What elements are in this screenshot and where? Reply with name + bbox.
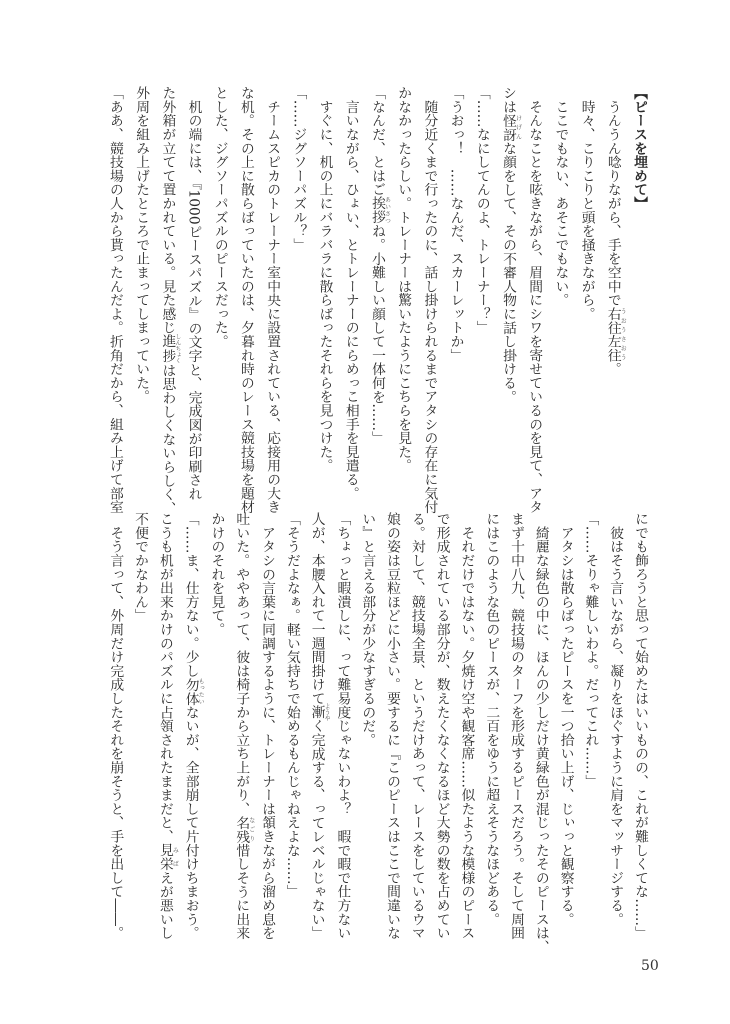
text-column [254, 512, 279, 952]
ruby-text [159, 333, 181, 364]
ruby-reading: あいさつ [383, 196, 391, 224]
text-run: く完成する、ってレベルじゃない」 [308, 719, 325, 940]
text-run: チームスピカのトレーナー室中央に設置されている、応接用の大き [264, 86, 281, 514]
text-column [573, 86, 599, 516]
text-column [553, 512, 578, 952]
text-column [207, 86, 233, 516]
lower-text-block [102, 512, 652, 952]
page-number: 50 [641, 958, 659, 974]
text-column [390, 86, 416, 516]
ruby-base: 怪訝 [499, 113, 516, 142]
text-run: 「うおっ！ ……なんだ、スカーレットか」 [447, 86, 464, 362]
text-column [285, 86, 311, 516]
text-run: うんうん唸りながら、手を空中で [604, 86, 621, 307]
text-run: シは [499, 86, 516, 114]
section-title: 【ピースを埋めて】 [631, 86, 647, 211]
text-column [379, 512, 404, 952]
text-column [404, 512, 429, 952]
text-run: 「……ジグソーパズル？」 [290, 86, 307, 252]
ruby-reading: けげん [514, 113, 522, 142]
text-column [102, 86, 128, 516]
text-run: 人が、本腰入れて一週間掛けて [308, 512, 325, 706]
ruby-reading: うおうさおう [619, 306, 627, 363]
ruby-reading: なごり [247, 815, 255, 844]
text-run: な顔をして、その不審人物に話し掛ける。 [499, 141, 516, 404]
text-column [330, 512, 355, 952]
text-run: 時々、こりこりと頭を掻きながら。 [578, 86, 595, 321]
text-column [128, 86, 154, 516]
text-run: 彼はそう言いながら、凝りをほぐすように肩をマッサージする。 [607, 512, 624, 926]
text-column [304, 512, 330, 952]
text-run: ここでもない、あそこでもない。 [552, 86, 569, 307]
text-run: は思わしくないらしく、 [159, 363, 176, 516]
ruby-text [368, 196, 391, 225]
text-run: 綺麗な緑色の中に、ほんの少しだけ黄緑色が混じったそのピースは、 [532, 512, 549, 954]
text-column [259, 86, 285, 516]
text-column [503, 512, 528, 952]
text-run: 「……なにしてんのよ、トレーナー？」 [473, 86, 490, 335]
text-column [279, 512, 304, 952]
ruby-base: 漸 [308, 703, 325, 722]
text-run: アタシは散らばったピースを一つ拾い上げ、じぃっと観察する。 [557, 512, 574, 926]
text-run: 「なんだ、とはご [368, 86, 385, 197]
text-column [495, 86, 521, 516]
text-run: すぐに、机の上にバラバラに散らばったそれらを見つけた。 [316, 86, 333, 473]
text-column [233, 86, 259, 516]
text-run: アタシの言葉に同調するように、トレーナーは頷きながら溜め息を [259, 512, 276, 940]
text-run: 吐いた。ややあって、彼は椅子から立ち上がり、 [233, 512, 250, 816]
text-column [178, 512, 204, 952]
text-column [204, 512, 229, 952]
text-run: 不便でかなわん」 [132, 512, 149, 623]
text-run: で形成されている部分が、数えたくなくなるほど大勢の数を占めてい [433, 512, 450, 940]
text-run: 。 [604, 362, 621, 376]
ruby-text [308, 703, 331, 722]
text-run: 言いながら、ひょい、とトレーナーのにらめっこ相手を見遣る。 [342, 86, 359, 500]
text-column [521, 86, 547, 516]
text-column [454, 512, 479, 952]
text-column [154, 86, 180, 516]
text-run: ね。小難しい顔して一体何を……」 [368, 224, 385, 445]
text-run: そんなことを呟きながら、眉間にシワを寄せているのを見て、アタ [526, 86, 543, 514]
ruby-base: 進捗 [159, 333, 176, 364]
ruby-base: 見栄 [156, 843, 173, 871]
text-run: 「そうだよなぁ。軽い気持ちで始めるもんじゃねえよな……」 [283, 512, 300, 899]
ruby-base: 勿体 [182, 677, 199, 706]
text-run: ないが、全部崩して片付けちまおう。 [182, 705, 199, 940]
ruby-text [233, 815, 255, 844]
text-run: い』と言える部分が少なすぎるのだ。 [359, 512, 376, 747]
text-column [354, 512, 379, 952]
ruby-reading: もったい [197, 677, 205, 706]
text-column [547, 86, 573, 516]
ruby-base: 挨拶 [368, 196, 385, 225]
text-column [228, 512, 254, 952]
ruby-reading: ようや [323, 703, 331, 722]
text-run: それだけではない。夕焼け空や観客席……似たような模様のピース [458, 512, 475, 940]
upper-text-block [102, 86, 652, 516]
text-run: 「ああ、競技場の人から貰ったんだよ。折角だから、組み上げて部室 [106, 86, 123, 514]
ruby-base: 右往左往 [604, 306, 621, 363]
text-run: そう言って、外周だけ完成したそれを崩そうと、手を出して――。 [107, 512, 124, 940]
text-column [152, 512, 178, 952]
ruby-text [156, 843, 179, 871]
text-column [578, 512, 603, 952]
text-column [338, 86, 364, 516]
text-run: かけのそれを見て。 [208, 512, 225, 637]
text-run: た外箱が立てて置かれている。見た感じ [159, 86, 176, 335]
ruby-reading: みば [171, 843, 179, 871]
ruby-base: 名残 [233, 815, 250, 844]
text-column [102, 512, 127, 952]
text-run: かなかったらしい。トレーナーは驚いたようにこちらを見た。 [395, 86, 412, 473]
text-column [600, 86, 626, 516]
ruby-text [604, 306, 627, 363]
text-run: にでも飾ろうと思って始めたはいいものの、これが難しくてな……」 [632, 512, 648, 940]
text-run: 娘の姿は豆粒ほどに小さい。要するに『このピースはここで間違いな [384, 512, 401, 940]
text-column [627, 512, 652, 952]
ruby-text [182, 677, 205, 706]
ruby-reading: しんちょく [173, 333, 181, 364]
text-column [478, 512, 503, 952]
text-column [416, 86, 442, 516]
text-run: こうも机が出来かけのパズルに占領されたままだと、 [156, 512, 173, 844]
text-column [180, 86, 206, 516]
text-column [127, 512, 152, 952]
text-column [429, 512, 454, 952]
text-run: とした、ジグソーパズルのピースだった。 [211, 86, 228, 349]
text-run: 「……そりゃ難しいわよ。だってこれ……」 [582, 512, 599, 788]
text-run: 惜しそうに出来 [233, 843, 250, 940]
text-column [311, 86, 337, 516]
text-run: な机。その上に散らばっていたのは、夕暮れ時のレース競技場を題材 [237, 86, 254, 514]
text-run: 「ちょっと暇潰しに、って難易度じゃないわよ？ 暇で暇で仕方ない [334, 512, 351, 940]
text-run: 「……ま、仕方ない。少し [182, 512, 199, 678]
text-run: にはこのような色のピースが、二百をゆうに超えそうなほどある。 [483, 512, 500, 926]
text-column [602, 512, 627, 952]
text-run: 随分近くまで行ったのに、話し掛けられるまでアタシの存在に気付 [421, 86, 438, 514]
text-run: 外周を組み上げたところで止まってしまっていた。 [133, 86, 150, 404]
text-run: 机の端には、『1000ピースパズル』の文字と、完成図が印刷され [185, 86, 202, 501]
ruby-text [499, 113, 522, 142]
text-column [442, 86, 468, 516]
text-column [469, 86, 495, 516]
text-run: えが悪いし [156, 870, 173, 940]
text-column [364, 86, 390, 516]
text-run: る。対して、競技場全景、というだけあって、レースをしているウマ [408, 512, 425, 940]
text-run: まず十中八九、競技場のターフを形成するピースだろう。そして周囲 [508, 512, 525, 940]
text-column [528, 512, 553, 952]
